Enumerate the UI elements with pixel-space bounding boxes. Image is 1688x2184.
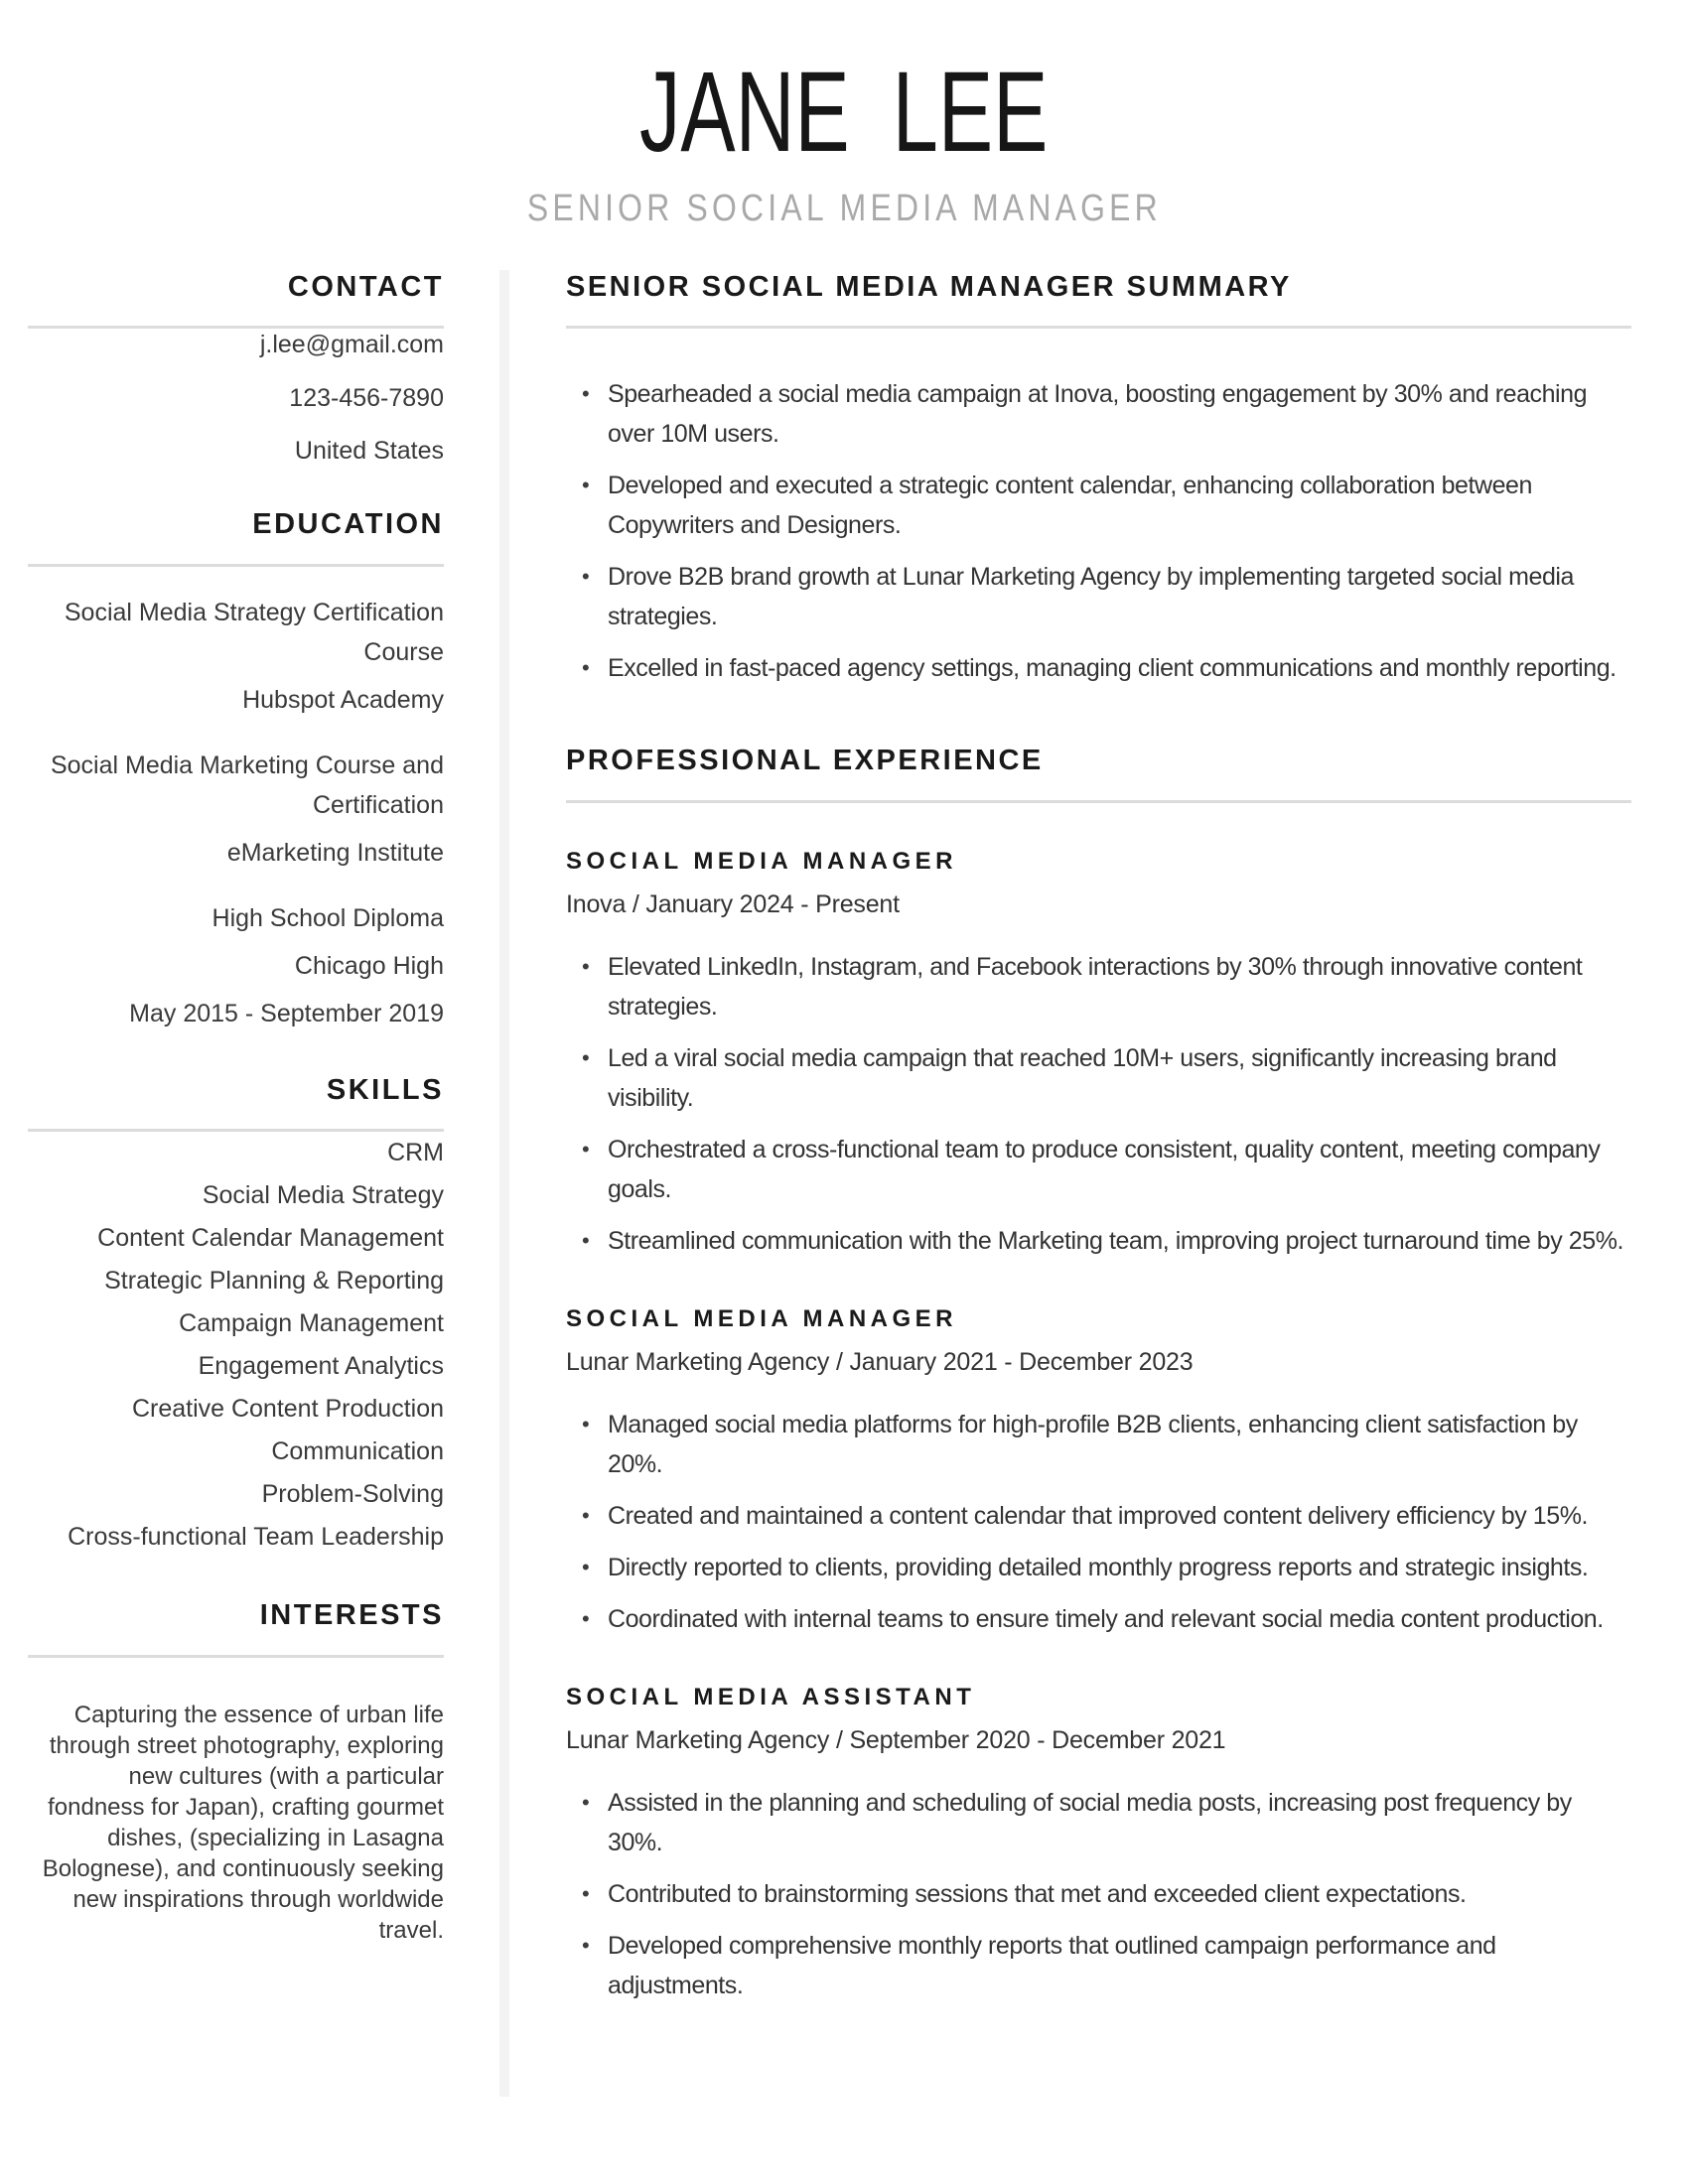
contact-list (28, 329, 444, 468)
education-list (28, 593, 444, 1033)
job-company-dates: Inova / January 2024 - Present (566, 890, 900, 919)
interests-heading: INTERESTS (259, 1599, 444, 1632)
job-bullet: • Assisted in the planning and scheduling of social media posts, increasing post frequency by 30%. (566, 1783, 1631, 1862)
candidate-job-title: SENIOR SOCIAL MEDIA MANAGER (526, 187, 1162, 229)
job-bullet: • Contributed to brainstorming sessions that met and exceeded client expectations. (566, 1874, 1631, 1914)
main-column (566, 270, 1631, 2097)
skill-item: CRM (387, 1139, 444, 1167)
job-bullet-list (566, 1405, 1631, 1639)
contact-section (28, 270, 444, 468)
candidate-name: JANE LEE (639, 49, 1049, 176)
skills-section (28, 1073, 444, 1560)
job-company-dates: Lunar Marketing Agency / September 2020 - December 2021 (566, 1726, 1226, 1755)
education-institution: eMarketing Institute (226, 838, 444, 867)
education-program: Social Media Marketing Course and Certification (50, 751, 444, 819)
interests-divider (28, 1655, 444, 1658)
content-columns (28, 270, 1631, 2097)
education-heading: EDUCATION (252, 507, 444, 540)
education-dates: May 2015 - September 2019 (129, 999, 444, 1027)
skill-item: Campaign Management (179, 1309, 444, 1338)
interests-section (28, 1598, 444, 1946)
job-bullet: • Created and maintained a content calendar that improved content delivery efficiency by 15%. (566, 1496, 1631, 1536)
sidebar (28, 270, 444, 2097)
interests-text: Capturing the essence of urban life through street photography, exploring new cultures (with a particular fondness for Japan), crafting gourmet dishes, (specializing in Lasagna Bolognese), and continuously seeking new inspirations through worldwide travel. (42, 1702, 444, 1945)
summary-bullet: • Developed and executed a strategic content calendar, enhancing collaboration between Copywriters and Designers. (566, 466, 1631, 545)
skill-item: Strategic Planning & Reporting (104, 1267, 444, 1296)
contact-location: United States (294, 437, 444, 466)
job-title: SOCIAL MEDIA ASSISTANT (566, 1684, 976, 1711)
job-bullet: • Orchestrated a cross-functional team to produce consistent, quality content, meeting company goals. (566, 1130, 1631, 1209)
job-bullet: • Led a viral social media campaign that reached 10M+ users, significantly increasing brand visibility. (566, 1038, 1631, 1118)
skill-item: Communication (271, 1437, 444, 1466)
skills-list (28, 1132, 444, 1559)
education-institution: Hubspot Academy (242, 685, 444, 714)
education-institution: Chicago High (294, 951, 444, 980)
experience-heading: PROFESSIONAL EXPERIENCE (566, 745, 1044, 777)
skill-item: Social Media Strategy (202, 1181, 444, 1210)
summary-bullet: • Excelled in fast-paced agency settings, managing client communications and monthly reporting. (566, 648, 1631, 688)
job-entry (566, 1683, 1631, 2005)
job-entry (566, 1304, 1631, 1639)
experience-section (566, 744, 1631, 2005)
job-bullet: • Elevated LinkedIn, Instagram, and Facebook interactions by 30% through innovative content strategies. (566, 947, 1631, 1026)
education-program: Social Media Strategy Certification Course (64, 598, 444, 666)
job-bullet: • Streamlined communication with the Marketing team, improving project turnaround time by 25%. (566, 1221, 1631, 1261)
education-divider (28, 564, 444, 567)
education-section (28, 507, 444, 1033)
contact-heading: CONTACT (287, 270, 444, 303)
job-company-dates: Lunar Marketing Agency / January 2021 - December 2023 (566, 1348, 1194, 1377)
summary-bullet: • Drove B2B brand growth at Lunar Marketing Agency by implementing targeted social media strategies. (566, 557, 1631, 636)
summary-bullet: • Spearheaded a social media campaign at Inova, boosting engagement by 30% and reaching over 10M users. (566, 374, 1631, 454)
skill-item: Cross-functional Team Leadership (68, 1523, 444, 1552)
skill-item: Creative Content Production (131, 1395, 444, 1424)
education-entry (28, 746, 444, 873)
experience-divider (566, 800, 1631, 803)
skill-item: Problem-Solving (261, 1480, 444, 1509)
job-bullet: • Directly reported to clients, providing detailed monthly progress reports and strategic insights. (566, 1548, 1631, 1587)
contact-phone: 123-456-7890 (289, 383, 444, 412)
job-bullet: • Managed social media platforms for high-profile B2B clients, enhancing client satisfaction by 20%. (566, 1405, 1631, 1484)
summary-bullet-list (566, 374, 1631, 688)
summary-divider (566, 326, 1631, 329)
skill-item: Engagement Analytics (198, 1352, 444, 1381)
job-entry (566, 847, 1631, 1261)
summary-section (566, 270, 1631, 689)
column-divider (499, 270, 509, 2097)
job-title: SOCIAL MEDIA MANAGER (566, 1305, 958, 1333)
contact-email: j.lee@gmail.com (259, 331, 444, 359)
skills-heading: SKILLS (326, 1073, 444, 1106)
education-program: High School Diploma (211, 903, 444, 932)
summary-heading: SENIOR SOCIAL MEDIA MANAGER SUMMARY (566, 270, 1292, 303)
job-bullet-list (566, 947, 1631, 1261)
education-entry (28, 593, 444, 720)
job-bullet: • Coordinated with internal teams to ensure timely and relevant social media content production. (566, 1599, 1631, 1639)
education-entry (28, 898, 444, 1033)
resume-header (0, 0, 1688, 230)
job-bullet-list (566, 1783, 1631, 2005)
job-title: SOCIAL MEDIA MANAGER (566, 848, 958, 876)
job-bullet: • Developed comprehensive monthly reports that outlined campaign performance and adjustments. (566, 1926, 1631, 2005)
skill-item: Content Calendar Management (97, 1224, 444, 1253)
